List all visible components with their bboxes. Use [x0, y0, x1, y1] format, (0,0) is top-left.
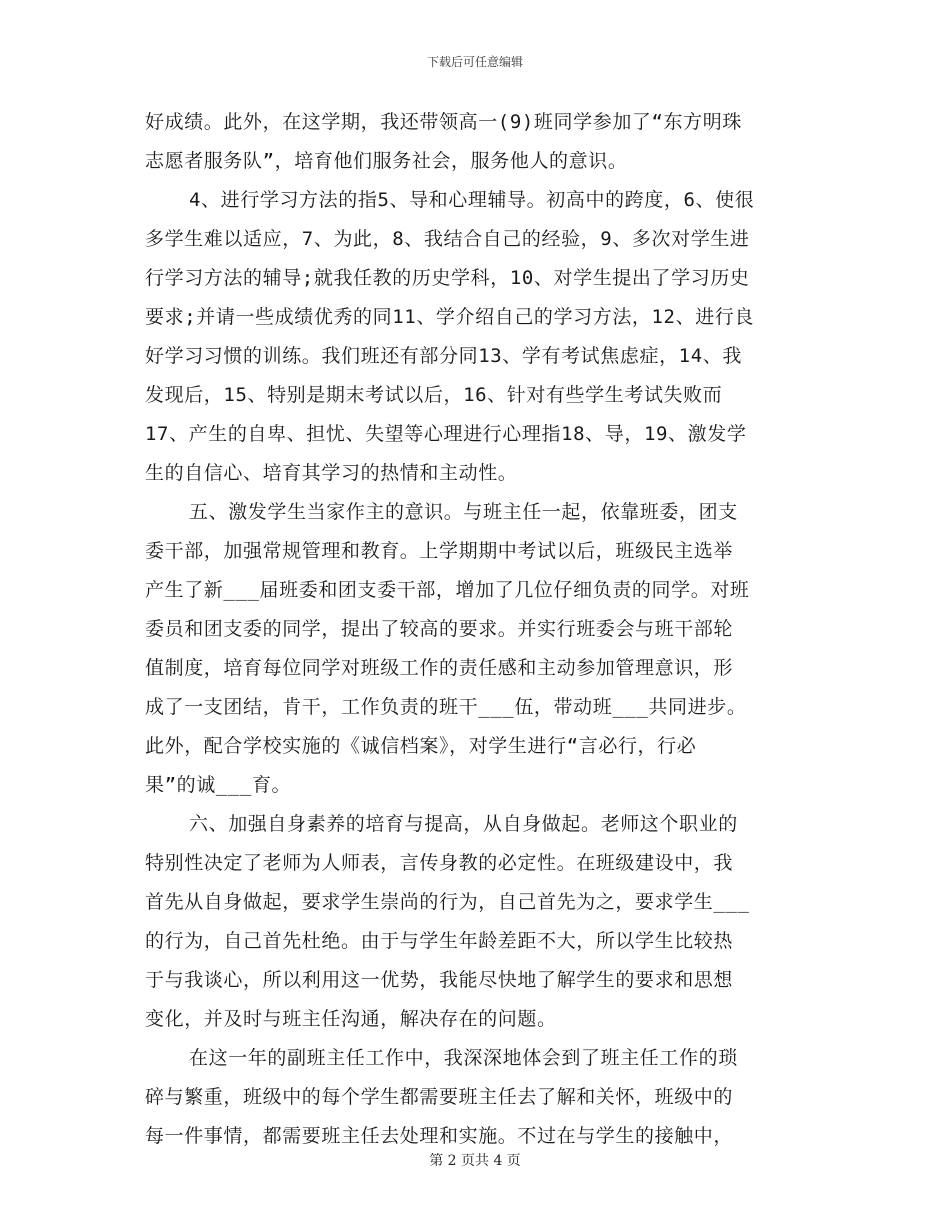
text-line: 好学习习惯的训练。我们班还有部分同13、学有考试焦虑症，14、我: [145, 345, 742, 367]
page-footer: 第 2 页共 4 页: [429, 1153, 521, 1169]
text-line: 17、产生的自卑、担忧、失望等心理进行心理指18、导，19、激发学: [145, 423, 747, 445]
text-line: 此外，配合学校实施的《诚信档案》，对学生进行“言必行，行必: [145, 735, 697, 757]
text-line: 果”的诚___育。: [145, 774, 292, 796]
text-line: 委干部，加强常规管理和教育。上学期期中考试以后，班级民主选举: [145, 540, 734, 562]
text-line: 变化，并及时与班主任沟通，解决存在的问题。: [145, 1008, 557, 1030]
text-line: 值制度，培育每位同学对班级工作的责任感和主动参加管理意识，形: [145, 657, 734, 679]
page-header: 下载后可任意编辑: [426, 55, 523, 69]
text-line: 每一件事情，都需要班主任去处理和实施。不过在与学生的接触中，: [145, 1125, 734, 1147]
text-line: 生的自信心、培育其学习的热情和主动性。: [145, 462, 518, 484]
text-line: 产生了新___届班委和团支委干部，增加了几位仔细负责的同学。对班: [145, 579, 750, 601]
text-line: 志愿者服务队”，培育他们服务社会，服务他人的意识。: [145, 150, 628, 172]
document-body: [145, 103, 815, 1156]
text-line: 行学习方法的辅导;就我任教的历史学科，10、对学生提出了学习历史: [145, 267, 750, 289]
text-line: 成了一支团结，肯干，工作负责的班干___伍，带动班___共同进步。: [145, 696, 747, 718]
text-line: 发现后，15、特别是期末考试以后，16、针对有些学生考试失败而: [145, 384, 723, 406]
text-line: 首先从自身做起，要求学生崇尚的行为，自己首先为之，要求学生___: [145, 891, 750, 913]
text-line: 委员和团支委的同学，提出了较高的要求。并实行班委会与班干部轮: [145, 618, 734, 640]
paragraph-start-line: 4、进行学习方法的指5、导和心理辅导。初高中的跨度，6、使很: [189, 189, 755, 211]
text-line: 多学生难以适应，7、为此，8、我结合自己的经验，9、多次对学生进: [145, 228, 750, 250]
paragraph-start-line: 六、加强自身素养的培育与提高，从自身做起。老师这个职业的: [189, 813, 738, 835]
text-line: 于与我谈心，所以利用这一优势，我能尽快地了解学生的要求和思想: [145, 969, 734, 991]
text-line: 好成绩。此外，在这学期，我还带领高一(9)班同学参加了“东方明珠: [145, 111, 742, 133]
text-line: 特别性决定了老师为人师表，言传身教的必定性。在班级建设中，我: [145, 852, 734, 874]
paragraph-start-line: 在这一年的副班主任工作中，我深深地体会到了班主任工作的琐: [189, 1047, 738, 1069]
text-line: 碎与繁重，班级中的每个学生都需要班主任去了解和关怀，班级中的: [145, 1086, 734, 1108]
text-line: 的行为，自己首先杜绝。由于与学生年龄差距不大，所以学生比较热: [145, 930, 734, 952]
text-line: 要求;并请一些成绩优秀的同11、学介绍自己的学习方法，12、进行良: [145, 306, 754, 328]
paragraph-start-line: 五、激发学生当家作主的意识。与班主任一起，依靠班委，团支: [189, 501, 738, 523]
